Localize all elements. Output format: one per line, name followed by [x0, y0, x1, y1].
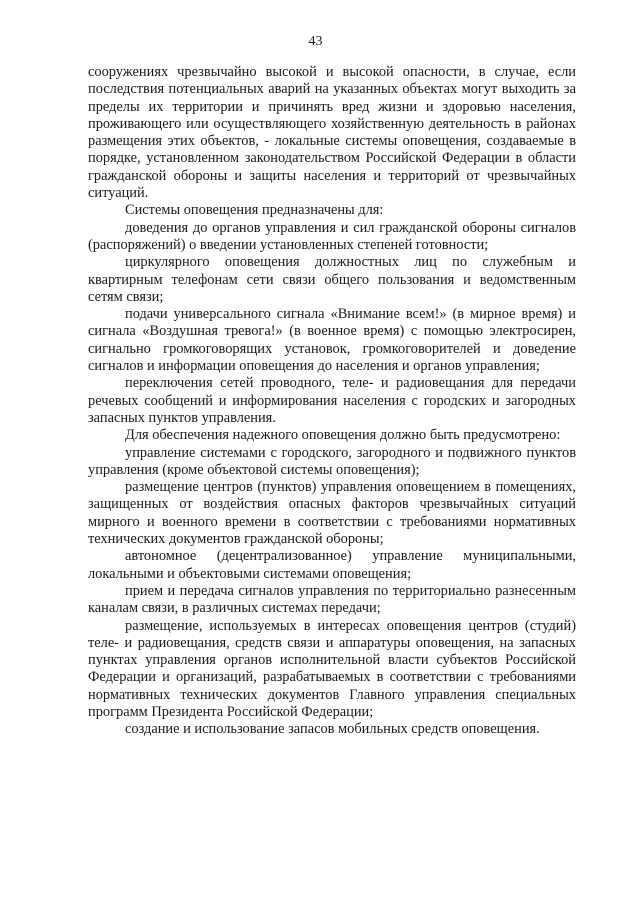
paragraph-item-placement: размещение центров (пунктов) управления оповещением в помещениях, защищенных от воздействия опасных факторов чрезвычайных ситуаций мирного и военного времени в соответствии с требованиями нормативных технических документов гражданской обороны;	[88, 479, 576, 548]
paragraph-item-reception: прием и передача сигналов управления по территориально разнесенным каналам связи, в различных системах передачи;	[88, 582, 576, 617]
page-number: 43	[308, 34, 323, 49]
paragraph-item-circular: циркулярного оповещения должностных лиц по служебным и квартирным телефонам сети связи общего пользования и ведомственным сетям связи;	[88, 254, 576, 305]
paragraph-item-signals: подачи универсального сигнала «Внимание всем!» (в мирное время) и сигнала «Воздушная тревога!» (в военное время) с помощью электросирен, сигнально громкоговорящих установок, громкоговорителей и доведение сигналов и информации оповещения до населения и органов управления;	[88, 306, 576, 375]
paragraph-item-autonomous: автономное (децентрализованное) управление муниципальными, локальными и объектовыми системами оповещения;	[88, 548, 576, 582]
paragraph-reliability: Для обеспечения надежного оповещения должно быть предусмотрено:	[125, 427, 561, 444]
paragraph-systems-purpose: Системы оповещения предназначены для:	[125, 202, 384, 219]
paragraph-continuation: сооружениях чрезвычайно высокой и высокой опасности, в случае, если последствия потенциальных аварий на указанных объектах могут выходить за пределы их территории и причинять вред жизни и здоровью населения, проживающего или осуществляющего хозяйственную деятельность в районах размещения этих объектов, - локальные системы оповещения, создаваемые в порядке, установленном законодательством Российской Федерации в области гражданской обороны и защиты населения и территорий от чрезвычайных ситуаций.	[88, 64, 576, 202]
paragraph-item-switching: переключения сетей проводного, теле- и радиовещания для передачи речевых сообщений и информирования населения с городских и загородных запасных пунктов управления.	[88, 375, 576, 426]
paragraph-item-studios: размещение, используемых в интересах оповещения центров (студий) теле- и радиовещания, средств связи и аппаратуры оповещения, на запасных пунктах управления органов исполнительной власти субъектов Российской Федерации и организаций, разрабатываемых в соответствии с требованиями нормативных технических документов Главного управления специальных программ Президента Российской Федерации;	[88, 617, 576, 720]
paragraph-item-reserves: создание и использование запасов мобильных средств оповещения.	[125, 721, 540, 738]
document-body	[88, 64, 576, 739]
paragraph-item-readiness: доведения до органов управления и сил гражданской обороны сигналов (распоряжений) о введении установленных степеней готовности;	[88, 219, 576, 253]
paragraph-item-management: управление системами с городского, загородного и подвижного пунктов управления (кроме объектовой системы оповещения);	[88, 444, 576, 478]
